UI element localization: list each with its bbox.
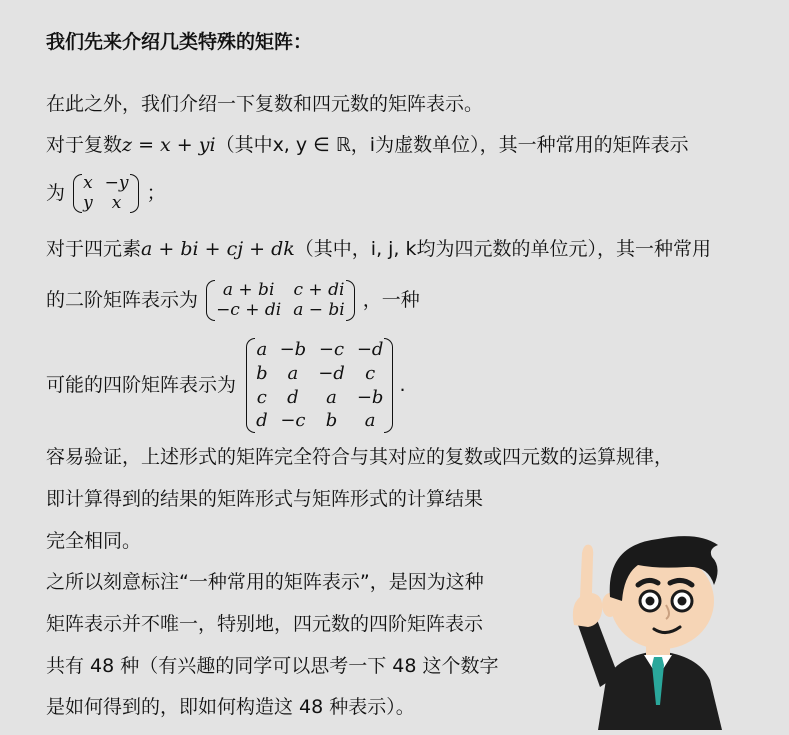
quat-matrix-4x4-row (250, 362, 389, 386)
quat-matrix-4x4-cell: −d (356, 339, 384, 360)
quat-matrix-2x2 (210, 280, 351, 321)
quat-matrix-4x4-cell: d (287, 386, 299, 408)
complex-line (46, 136, 689, 155)
quat-matrix-4x4-cell: a (364, 410, 376, 432)
complex-pre: 对于复数 (46, 134, 123, 156)
complex-matrix-row (77, 174, 134, 194)
closing-line-3: 共有 48 种（有兴趣的同学可以思考一下 48 这个数字 (46, 655, 499, 677)
quat-matrix-2x2-cell: c + di (293, 280, 345, 300)
complex-matrix-cell: y (83, 192, 93, 213)
quat-matrix-2x2-row (210, 280, 351, 300)
left-paren (206, 280, 215, 321)
complex-matrix-cell: x (83, 173, 93, 193)
closing-line-2: 矩阵表示并不唯一，特别地，四元数的四阶矩阵表示 (46, 613, 484, 635)
quat-matrix-4x4-cell: c (256, 386, 267, 408)
quat-line3-pre: 可能的四阶矩阵表示为 (46, 374, 237, 396)
quat-matrix-4x4-cell: −c (280, 410, 306, 432)
quat-matrix-4x4-cell: a (256, 339, 268, 360)
complex-matrix-row (77, 194, 134, 214)
quat-matrix-4x4-cell: −b (356, 386, 384, 408)
quat-matrix-4x4 (250, 338, 389, 433)
quat-line-2 (46, 280, 420, 321)
complex-suffix: ； (146, 182, 166, 205)
paragraph-intro: 在此之外，我们介绍一下复数和四元数的矩阵表示。 (46, 93, 484, 115)
quat-matrix-4x4-row (250, 338, 389, 362)
complex-matrix-cell: x (111, 192, 122, 213)
quat-matrix-4x4-cell: a (326, 386, 337, 408)
complex-mid: （其中x, y ∈ ℝ，i为虚数单位），其一种常用的矩阵表示 (215, 134, 689, 156)
quat-matrix-2x2-row (210, 300, 351, 320)
quat-matrix-4x4-cell: b (325, 410, 338, 432)
cartoon-businessman (558, 505, 758, 730)
left-paren (246, 338, 255, 433)
complex-prefix: 为 (46, 182, 66, 205)
right-paren (130, 174, 139, 213)
quat-matrix-4x4-cell: −c (318, 339, 345, 360)
verify-line-3: 完全相同。 (46, 530, 142, 552)
complex-matrix-line (46, 174, 166, 213)
verify-line-2: 即计算得到的结果的矩阵形式与矩阵形式的计算结果 (46, 488, 484, 510)
right-paren (384, 338, 393, 433)
quat-matrix-2x2-cell: a − bi (293, 300, 345, 321)
quat-pre: 对于四元素 (46, 238, 142, 260)
quat-line2-pre: 的二阶矩阵表示为 (46, 288, 199, 311)
quat-matrix-4x4-cell: −b (279, 339, 307, 360)
quat-line-3 (46, 338, 406, 433)
quat-matrix-2x2-cell: a + bi (222, 280, 275, 300)
quat-matrix-4x4-cell: a (287, 362, 299, 384)
closing-line-4: 是如何得到的，即如何构造这 48 种表示）。 (46, 696, 415, 718)
complex-matrix (77, 174, 134, 213)
right-paren (346, 280, 355, 321)
quat-line-1 (46, 240, 711, 259)
quat-matrix-4x4-cell: d (256, 410, 268, 432)
complex-expr: z = x + yi (122, 134, 216, 156)
quat-mid: （其中，i, j, k均为四元数的单位元），其一种常用 (294, 238, 712, 260)
quat-matrix-4x4-cell: b (256, 362, 268, 384)
page-title: 我们先来介绍几类特殊的矩阵： (46, 31, 313, 53)
quat-matrix-4x4-row (250, 409, 389, 433)
quat-line3-post: . (399, 374, 406, 396)
left-paren (73, 174, 82, 213)
quat-expr: a + bi + cj + dk (141, 238, 295, 260)
complex-matrix-cell: −y (104, 173, 129, 193)
quat-matrix-4x4-row (250, 386, 389, 410)
verify-line-1: 容易验证，上述形式的矩阵完全符合与其对应的复数或四元数的运算规律， (46, 446, 674, 468)
quat-line2-post: ，一种 (362, 288, 420, 311)
closing-line-1: 之所以刻意标注“一种常用的矩阵表示”，是因为这种 (46, 571, 484, 593)
quat-matrix-2x2-cell: −c + di (216, 300, 282, 321)
quat-matrix-4x4-cell: c (365, 362, 376, 384)
quat-matrix-4x4-cell: −d (318, 362, 345, 384)
